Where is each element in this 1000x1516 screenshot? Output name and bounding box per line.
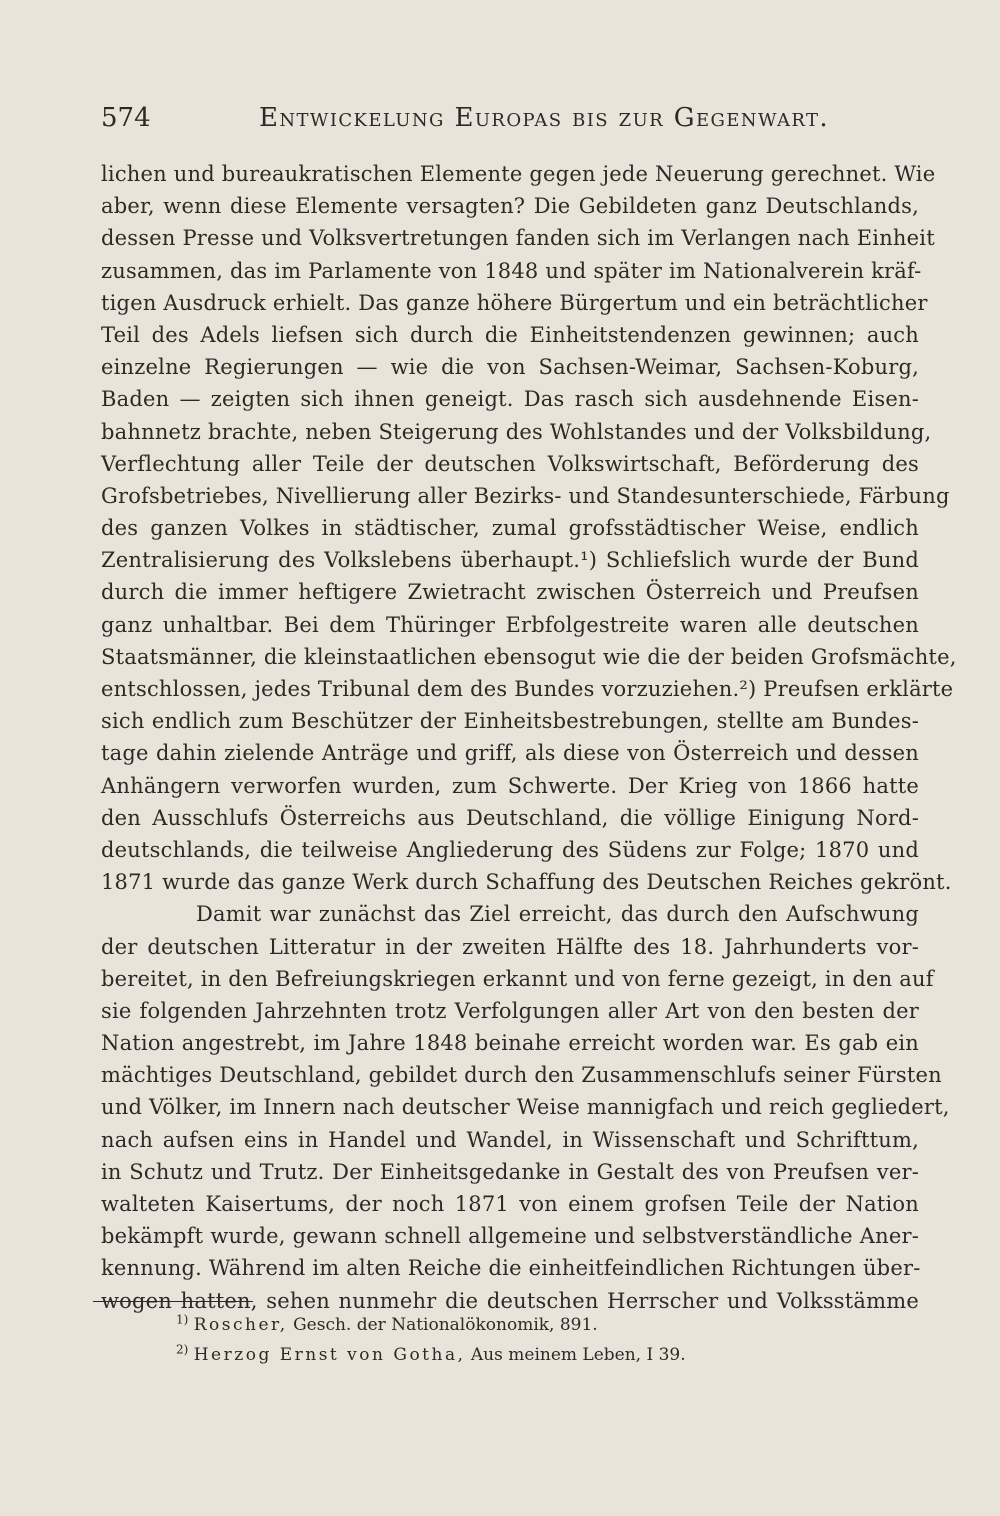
text-line: ganz unhaltbar. Bei dem Thüringer Erbfolgestreite waren alle deutschen (101, 612, 919, 637)
footnote-marker: 1) (176, 1312, 189, 1327)
footnote-text: Aus meinem Leben, I 39. (470, 1345, 686, 1365)
running-head: Entwickelung Europas bis zur Gegenwart. (259, 103, 830, 133)
footnotes (176, 1310, 876, 1370)
text-line: entschlossen, jedes Tribunal dem des Bundes vorzuziehen.²) Preufsen erklärte (101, 677, 954, 701)
footnote-text: Gesch. der Nationalökonomik, 891. (293, 1315, 598, 1335)
text-line: bahnnetz brachte, neben Steigerung des Wohlstandes und der Volksbildung, (101, 419, 932, 444)
text-line: deutschlands, die teilweise Angliederung des Südens zur Folge; 1870 und (101, 837, 919, 862)
text-line: Nation angestrebt, im Jahre 1848 beinahe erreicht worden war. Es gab ein (101, 1031, 919, 1056)
page-header (101, 103, 923, 133)
text-line: bekämpft wurde, gewann schnell allgemeine und selbstverständliche Aner- (101, 1224, 919, 1249)
text-line: 1871 wurde das ganze Werk durch Schaffung des Deutschen Reiches gekrönt. (101, 870, 952, 895)
text-line: Grofsbetriebes, Nivellierung aller Bezirks- und Standesunterschiede, Färbung (101, 483, 950, 508)
text-line: mächtiges Deutschland, gebildet durch den Zusammenschlufs seiner Fürsten (101, 1063, 942, 1088)
footnote-divider (93, 1301, 253, 1302)
text-line: bereitet, in den Befreiungskriegen erkannt und von ferne gezeigt, in den auf (101, 966, 934, 991)
text-line: Staatsmänner, die kleinstaatlichen ebensogut wie die der beiden Grofsmächte, (101, 644, 957, 669)
text-line: Verflechtung aller Teile der deutschen Volkswirtschaft, Beförderung des (101, 451, 919, 476)
footnote-author: Herzog Ernst von Gotha, (193, 1345, 466, 1365)
text-line: kennung. Während im alten Reiche die einheitfeindlichen Richtungen über- (101, 1256, 921, 1281)
footnote (176, 1310, 876, 1340)
footnote-author: Roscher, (193, 1315, 288, 1335)
page-number: 574 (101, 103, 151, 133)
text-line: wogen hatten, sehen nunmehr die deutschen Herrscher und Volksstämme (101, 1288, 919, 1313)
text-line: sich endlich zum Beschützer der Einheitsbestrebungen, stellte am Bundes- (101, 709, 919, 734)
text-line: Teil des Adels liefsen sich durch die Einheitstendenzen gewinnen; auch (101, 322, 919, 347)
text-line: und Völker, im Innern nach deutscher Weise mannigfach und reich gegliedert, (101, 1095, 950, 1120)
text-line: nach aufsen eins in Handel und Wandel, in Wissenschaft und Schrifttum, (101, 1127, 919, 1152)
text-line: in Schutz und Trutz. Der Einheitsgedanke in Gestalt des von Preufsen ver- (101, 1159, 919, 1184)
text-line: durch die immer heftigere Zwietracht zwischen Österreich und Preufsen (101, 580, 919, 605)
body-text (101, 158, 957, 1317)
text-line: sie folgenden Jahrzehnten trotz Verfolgungen aller Art von den besten der (101, 998, 919, 1023)
text-line: einzelne Regierungen — wie die von Sachsen-Weimar, Sachsen-Koburg, (101, 355, 919, 380)
footnote (176, 1340, 876, 1370)
text-line: der deutschen Litteratur in der zweiten Hälfte des 18. Jahrhunderts vor- (101, 934, 919, 959)
text-line: tage dahin zielende Anträge und griff, als diese von Österreich und dessen (101, 741, 919, 766)
text-line: Damit war zunächst das Ziel erreicht, das durch den Aufschwung (196, 902, 919, 927)
text-line: dessen Presse und Volksvertretungen fanden sich im Verlangen nach Einheit (101, 226, 935, 251)
text-line: des ganzen Volkes in städtischer, zumal grofsstädtischer Weise, endlich (101, 516, 919, 541)
text-line: zusammen, das im Parlamente von 1848 und später im Nationalverein kräf- (101, 258, 922, 283)
text-line: Baden — zeigten sich ihnen geneigt. Das rasch sich ausdehnende Eisen- (101, 387, 919, 412)
text-line: aber, wenn diese Elemente versagten? Die Gebildeten ganz Deutschlands, (101, 194, 919, 219)
text-line: walteten Kaisertums, der noch 1871 von einem grofsen Teile der Nation (101, 1192, 919, 1216)
text-line: den Ausschlufs Österreichs aus Deutschland, die völlige Einigung Nord- (101, 805, 919, 830)
text-line: tigen Ausdruck erhielt. Das ganze höhere Bürgertum und ein beträchtlicher (101, 290, 928, 315)
footnote-marker: 2) (176, 1342, 189, 1357)
text-line: Anhängern verworfen wurden, zum Schwerte. Der Krieg von 1866 hatte (101, 773, 919, 798)
text-line: Zentralisierung des Volkslebens überhaupt.¹) Schliefslich wurde der Bund (101, 548, 919, 573)
text-line: lichen und bureaukratischen Elemente gegen jede Neuerung gerechnet. Wie (101, 162, 936, 186)
